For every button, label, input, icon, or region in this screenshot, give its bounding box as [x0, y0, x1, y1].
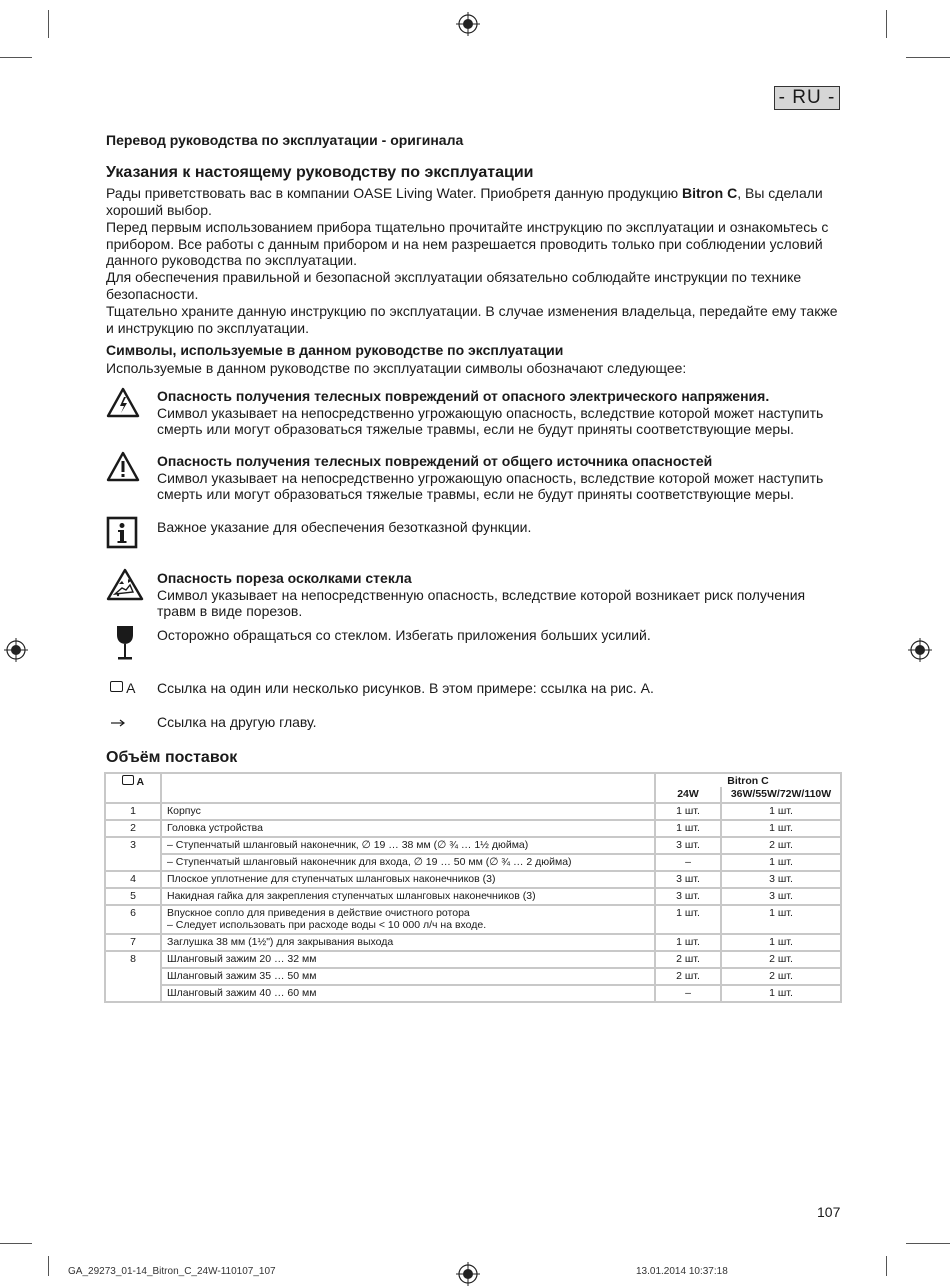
- registration-mark-icon: [456, 1262, 480, 1286]
- qty-other-models: 1 шт.: [721, 985, 841, 1002]
- qty-other-models: 3 шт.: [721, 871, 841, 888]
- figure-box-icon: [110, 681, 123, 692]
- row-description: [161, 871, 655, 888]
- table-header-row: [105, 773, 841, 787]
- crop-mark: [886, 1256, 887, 1276]
- row-description: [161, 837, 655, 854]
- registration-mark-icon: [4, 638, 28, 662]
- table-row: [105, 888, 841, 905]
- delivery-table-body: [105, 803, 841, 1002]
- qty-other-models: 1 шт.: [721, 905, 841, 934]
- symbol-description: Важное указание для обеспечения безотказной функции.: [157, 519, 532, 535]
- crop-mark: [48, 1256, 49, 1276]
- qty-other-models: 1 шт.: [721, 854, 841, 871]
- row-description-text: – Ступенчатый шланговый наконечник для входа, ∅ 19 … 50 мм (∅ ¾ … 2 дюйма): [167, 856, 572, 868]
- row-number: 6: [105, 905, 161, 934]
- qty-24w: –: [655, 854, 721, 871]
- footer-file-name: GA_29273_01-14_Bitron_C_24W-110107_107: [68, 1266, 276, 1277]
- electric-hazard-icon: [106, 387, 140, 419]
- table-row: [105, 854, 841, 871]
- row-description: [161, 951, 655, 968]
- registration-mark-icon: [908, 638, 932, 662]
- symbol-description: Символ указывает на непосредственную опасность, вследствие которой возникает риск получения травм в виде порезов.: [157, 586, 806, 619]
- crop-mark: [0, 57, 32, 58]
- qty-24w: 3 шт.: [655, 837, 721, 854]
- paragraph: Перед первым использованием прибора тщательно прочитайте инструкцию по эксплуатации и ознакомьтесь с прибором. Все работы с данным прибором и на нем разрешается проводить только при соблюдении условий данного руководства по эксплуатации.: [106, 219, 829, 268]
- symbol-title: Опасность пореза осколками стекла: [157, 570, 412, 586]
- symbol-item: [157, 714, 847, 731]
- info-icon: [106, 516, 138, 549]
- page-number: 107: [817, 1204, 841, 1220]
- qty-24w: 2 шт.: [655, 951, 721, 968]
- row-description-text: – Ступенчатый шланговый наконечник, ∅ 19 … 38 мм (∅ ¾ … 1½ дюйма): [167, 839, 529, 851]
- table-row: [105, 985, 841, 1002]
- row-description-text: Головка устройства: [167, 822, 263, 834]
- header-figure-cell: [105, 773, 161, 803]
- row-description-text: Корпус: [167, 805, 201, 817]
- crop-mark: [0, 1243, 32, 1244]
- qty-24w: 1 шт.: [655, 905, 721, 934]
- header-product: Bitron C: [655, 773, 841, 787]
- qty-24w: 3 шт.: [655, 871, 721, 888]
- symbol-item: [157, 388, 847, 438]
- figure-box-icon: [122, 775, 134, 785]
- intro-text: Рады приветствовать вас в компании OASE Living Water. Приобретя данную продукцию: [106, 185, 682, 201]
- row-note: – Следует использовать при расходе воды < 10 000 л/ч на входе.: [167, 919, 487, 931]
- qty-other-models: 1 шт.: [721, 820, 841, 837]
- row-description: [161, 888, 655, 905]
- general-hazard-icon: [106, 451, 140, 483]
- qty-other-models: 1 шт.: [721, 803, 841, 820]
- crop-mark: [906, 1243, 950, 1244]
- row-number: 3: [105, 837, 161, 871]
- row-number: 2: [105, 820, 161, 837]
- row-description-text: Плоское уплотнение для ступенчатых шланговых наконечников (3): [167, 873, 496, 885]
- symbol-description: Ссылка на другую главу.: [157, 714, 317, 730]
- row-description: [161, 803, 655, 820]
- intro-text-end: , Вы сделали хороший выбор.: [106, 185, 823, 218]
- symbol-item: [157, 453, 847, 503]
- qty-24w: 3 шт.: [655, 888, 721, 905]
- delivery-heading: Объём поставок: [106, 749, 238, 766]
- row-number: 7: [105, 934, 161, 951]
- qty-other-models: 2 шт.: [721, 951, 841, 968]
- glass-cut-hazard-icon: [106, 568, 144, 602]
- row-description-text: Шланговый зажим 35 … 50 мм: [167, 970, 317, 982]
- symbols-intro: Используемые в данном руководстве по эксплуатации символы обозначают следующее:: [106, 360, 687, 376]
- table-row: [105, 968, 841, 985]
- symbol-description: Осторожно обращаться со стеклом. Избегать приложения больших усилий.: [157, 627, 651, 643]
- qty-other-models: 2 шт.: [721, 968, 841, 985]
- header-24w: 24W: [655, 787, 721, 803]
- row-description: [161, 968, 655, 985]
- crop-mark: [48, 10, 49, 38]
- qty-24w: 1 шт.: [655, 820, 721, 837]
- intro-paragraph: [106, 185, 846, 218]
- qty-24w: 1 шт.: [655, 934, 721, 951]
- row-description-text: Впускное сопло для приведения в действие очистного ротора: [167, 907, 470, 919]
- row-description: [161, 905, 655, 934]
- figure-label: A: [136, 776, 145, 788]
- fragile-glass-icon: [114, 625, 136, 661]
- header-other-models: 36W/55W/72W/110W: [721, 787, 841, 803]
- table-row: [105, 837, 841, 854]
- language-badge: - RU -: [774, 86, 840, 110]
- qty-other-models: 3 шт.: [721, 888, 841, 905]
- symbol-item: [157, 519, 847, 536]
- qty-other-models: 2 шт.: [721, 837, 841, 854]
- row-number: 8: [105, 951, 161, 1002]
- arrow-right-icon: [110, 718, 126, 728]
- paragraph: Для обеспечения правильной и безопасной эксплуатации обязательно соблюдайте инструкции по технике безопасности.: [106, 269, 802, 302]
- row-description-text: Шланговый зажим 20 … 32 мм: [167, 953, 317, 965]
- row-description-text: Накидная гайка для закрепления ступенчатых шланговых наконечников (3): [167, 890, 536, 902]
- qty-24w: –: [655, 985, 721, 1002]
- qty-other-models: 1 шт.: [721, 934, 841, 951]
- symbol-item: [157, 627, 847, 644]
- qty-24w: 1 шт.: [655, 803, 721, 820]
- symbol-description: Символ указывает на непосредственно угрожающую опасность, вследствие которой может наступить смерть или могут образоваться тяжелые травмы, если не будут приняты соответствующие меры.: [157, 404, 824, 437]
- table-row: [105, 951, 841, 968]
- product-name: Bitron C: [682, 185, 738, 201]
- symbol-title: Опасность получения телесных повреждений от опасного электрического напряжения.: [157, 388, 770, 404]
- row-description: [161, 985, 655, 1002]
- symbols-heading: Символы, используемые в данном руководстве по эксплуатации: [106, 342, 564, 358]
- delivery-table: [104, 772, 842, 1003]
- figure-ref-icon: [110, 680, 135, 696]
- symbol-item: [157, 680, 847, 697]
- crop-mark: [906, 57, 950, 58]
- paragraph: Тщательно храните данную инструкцию по эксплуатации. В случае изменения владельца, передайте ему также и инструкцию по эксплуатации.: [106, 303, 838, 336]
- row-description: [161, 854, 655, 871]
- section-heading: Указания к настоящему руководству по эксплуатации: [106, 164, 534, 181]
- table-row: [105, 905, 841, 934]
- row-description: [161, 820, 655, 837]
- symbol-item: [157, 570, 847, 620]
- header-description-cell: [161, 773, 655, 803]
- table-row: [105, 820, 841, 837]
- symbol-description: Символ указывает на непосредственно угрожающую опасность, вследствие которой может наступить смерть или могут образоваться тяжелые травмы, если не будут приняты соответствующие меры.: [157, 469, 824, 502]
- symbol-title: Опасность получения телесных повреждений от общего источника опасностей: [157, 453, 713, 469]
- symbol-description: Ссылка на один или несколько рисунков. В этом примере: ссылка на рис. A.: [157, 680, 654, 696]
- row-number: 5: [105, 888, 161, 905]
- qty-24w: 2 шт.: [655, 968, 721, 985]
- table-row: [105, 934, 841, 951]
- table-row: [105, 803, 841, 820]
- crop-mark: [886, 10, 887, 38]
- translation-title: Перевод руководства по эксплуатации - оригинала: [106, 132, 464, 148]
- registration-mark-icon: [456, 12, 480, 36]
- footer-timestamp: 13.01.2014 10:37:18: [636, 1266, 728, 1277]
- row-description-text: Заглушка 38 мм (1½") для закрывания выхода: [167, 936, 394, 948]
- row-description-text: Шланговый зажим 40 … 60 мм: [167, 987, 317, 999]
- row-description: [161, 934, 655, 951]
- table-row: [105, 871, 841, 888]
- figure-label: A: [126, 680, 136, 696]
- row-number: 1: [105, 803, 161, 820]
- row-number: 4: [105, 871, 161, 888]
